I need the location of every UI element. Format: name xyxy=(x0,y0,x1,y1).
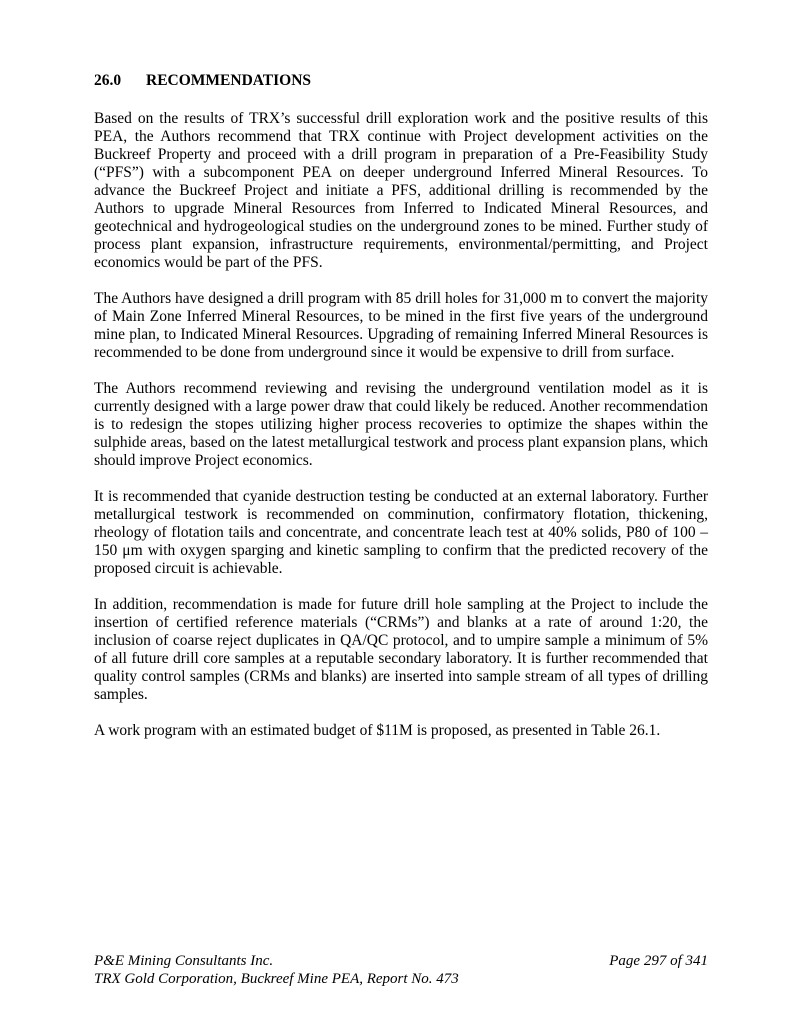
paragraph: The Authors have designed a drill program with 85 drill holes for 31,000 m to convert the majority of Main Zone Inferred Mineral Resources, to be mined in the first five years of the underground mine plan, to Indicated Mineral Resources. Upgrading of remaining Inferred Mineral Resources is recommended to be done from underground since it would be expensive to drill from surface. xyxy=(94,290,708,361)
page-content xyxy=(94,72,708,758)
section-heading xyxy=(94,72,708,90)
footer-top-row xyxy=(94,952,708,970)
footer-company: P&E Mining Consultants Inc. xyxy=(94,953,274,969)
paragraph: It is recommended that cyanide destruction testing be conducted at an external laboratory. Further metallurgical testwork is recommended on comminution, confirmatory flotation, thickening, rheology of flotation tails and concentrate, and concentrate leach test at 40% solids, P80 of 100 – 150 μm with oxygen sparging and kinetic sampling to confirm that the predicted recovery of the proposed circuit is achievable. xyxy=(94,488,708,577)
paragraph: Based on the results of TRX’s successful drill exploration work and the positive results of this PEA, the Authors recommend that TRX continue with Project development activities on the Buckreef Property and proceed with a drill program in preparation of a Pre-Feasibility Study (“PFS”) with a subcomponent PEA on deeper underground Inferred Mineral Resources. To advance the Buckreef Project and initiate a PFS, additional drilling is recommended by the Authors to upgrade Mineral Resources from Inferred to Indicated Mineral Resources, and geotechnical and hydrogeological studies on the underground zones to be mined. Further study of process plant expansion, infrastructure requirements, environmental/permitting, and Project economics would be part of the PFS. xyxy=(94,110,708,271)
footer-report-title: TRX Gold Corporation, Buckreef Mine PEA, Report No. 473 xyxy=(94,971,459,987)
paragraph: In addition, recommendation is made for future drill hole sampling at the Project to include the insertion of certified reference materials (“CRMs”) and blanks at a rate of around 1:20, the inclusion of coarse reject duplicates in QA/QC protocol, and to umpire sample a minimum of 5% of all future drill core samples at a reputable secondary laboratory. It is further recommended that quality control samples (CRMs and blanks) are inserted into sample stream of all types of drilling samples. xyxy=(94,596,708,703)
paragraph: A work program with an estimated budget of $11M is proposed, as presented in Table 26.1. xyxy=(94,722,661,739)
page-footer xyxy=(94,952,708,988)
footer-page-number: Page 297 of 341 xyxy=(609,953,708,969)
section-title: RECOMMENDATIONS xyxy=(146,72,312,89)
section-number: 26.0 xyxy=(94,72,122,89)
paragraph: The Authors recommend reviewing and revising the underground ventilation model as it is currently designed with a large power draw that could likely be reduced. Another recommendation is to redesign the stopes utilizing higher process recoveries to optimize the shapes within the sulphide areas, based on the latest metallurgical testwork and process plant expansion plans, which should improve Project economics. xyxy=(94,380,708,469)
body-text xyxy=(94,110,708,740)
